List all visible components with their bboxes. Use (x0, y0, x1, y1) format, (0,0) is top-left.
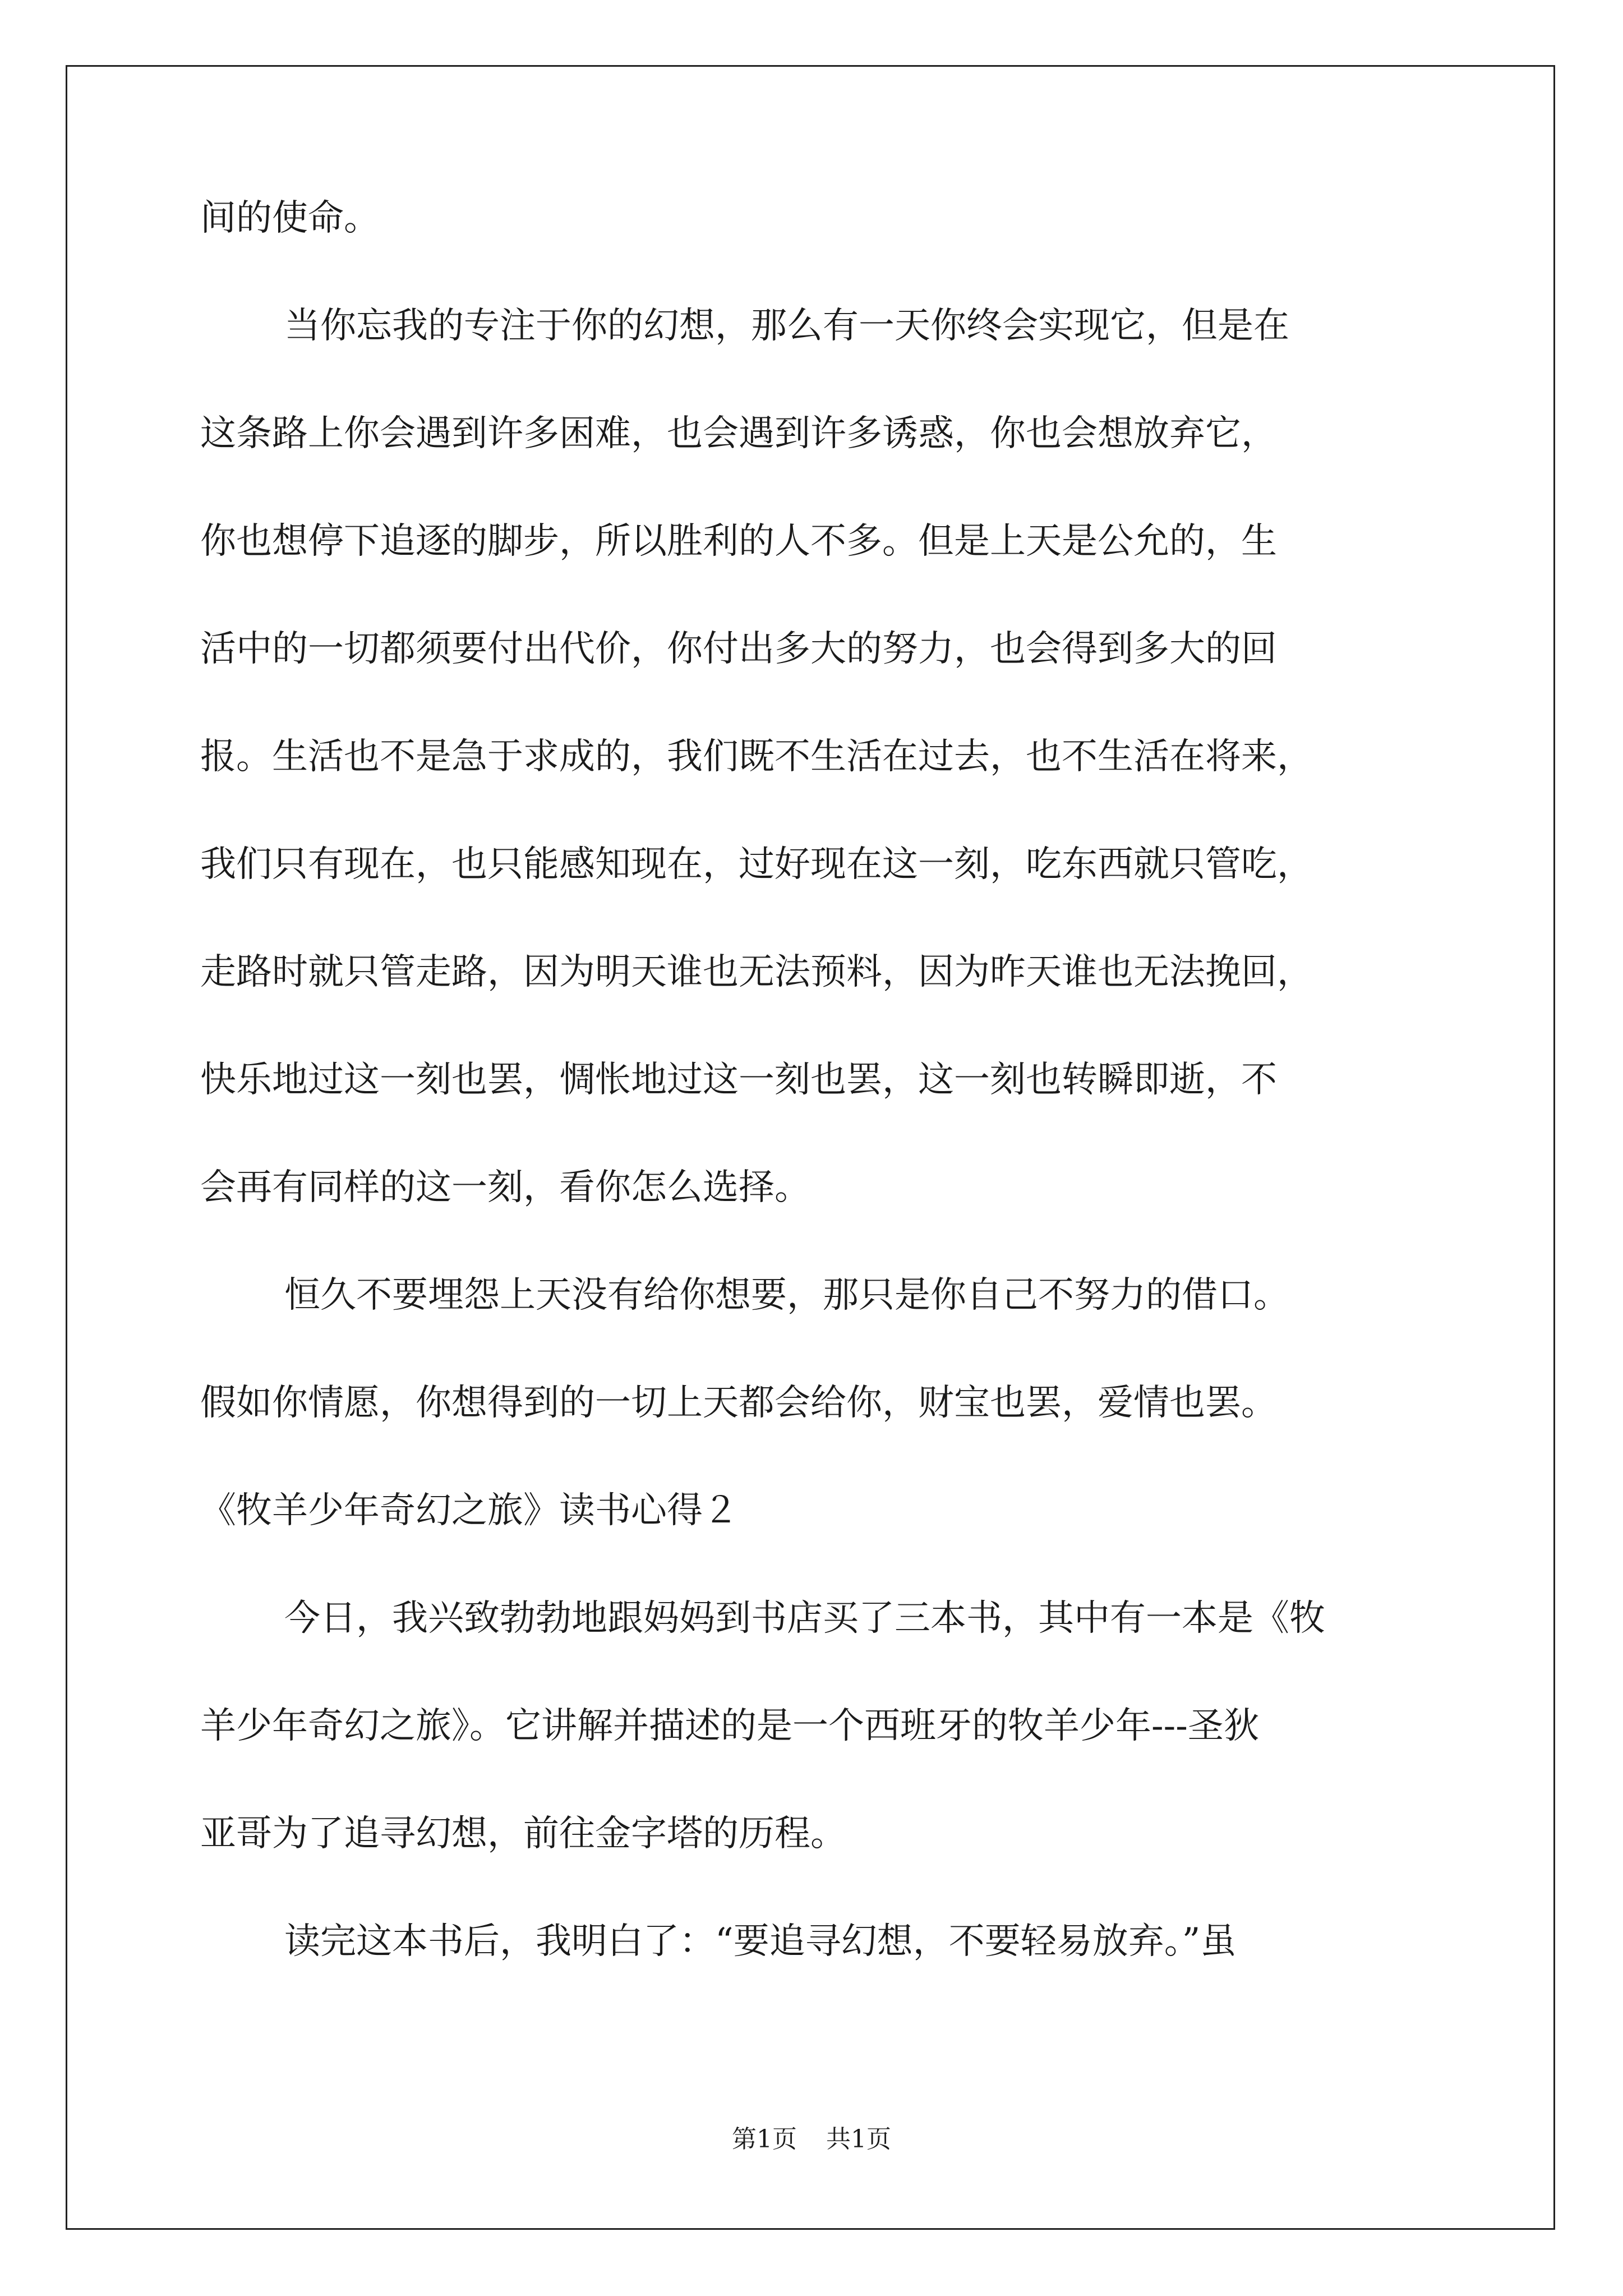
text-line: 这条路上你会遇到许多困难，也会遇到许多诱惑，你也会想放弃它， (200, 413, 1277, 454)
text-line: 活中的一切都须要付出代价，你付出多大的努力，也会得到多大的回 (200, 628, 1277, 670)
paragraph-start-line: 恒久不要埋怨上天没有给你想要，那只是你自己不努力的借口。 (284, 1274, 1289, 1316)
page-footer (0, 2126, 1623, 2153)
text-line: 间的使命。 (200, 197, 380, 239)
paragraph-start-line: 当你忘我的专注于你的幻想，那么有一天你终会实现它，但是在 (284, 305, 1289, 347)
text-line: 会再有同样的这一刻，看你怎么选择。 (200, 1167, 810, 1208)
text-line: 假如你情愿，你想得到的一切上天都会给你，财宝也罢，爱情也罢。 (200, 1382, 1277, 1424)
page-number: 第1页 (732, 2125, 797, 2154)
text-line: 你也想停下追逐的脚步，所以胜利的人不多。但是上天是公允的，生 (200, 521, 1277, 562)
text-line: 我们只有现在，也只能感知现在，过好现在这一刻，吃东西就只管吃， (200, 844, 1313, 885)
page-total: 共1页 (826, 2125, 891, 2154)
text-line: 羊少年奇幻之旅》。它讲解并描述的是一个西班牙的牧羊少年---圣狄 (200, 1705, 1260, 1747)
text-line: 走路时就只管走路，因为明天谁也无法预料，因为昨天谁也无法挽回， (200, 951, 1313, 993)
section-heading: 《牧羊少年奇幻之旅》读书心得２ (200, 1490, 739, 1531)
paragraph-start-line: 今日，我兴致勃勃地跟妈妈到书店买了三本书，其中有一本是《牧 (284, 1598, 1325, 1639)
text-line: 报。生活也不是急于求成的，我们既不生活在过去，也不生活在将来， (200, 736, 1313, 777)
text-line: 亚哥为了追寻幻想，前往金字塔的历程。 (200, 1813, 846, 1855)
paragraph-start-line: 读完这本书后，我明白了：“要追寻幻想，不要轻易放弃。”虽 (284, 1921, 1237, 1962)
document-body (200, 197, 1445, 2031)
text-line: 快乐地过这一刻也罢，惆怅地过这一刻也罢，这一刻也转瞬即逝，不 (200, 1059, 1277, 1101)
